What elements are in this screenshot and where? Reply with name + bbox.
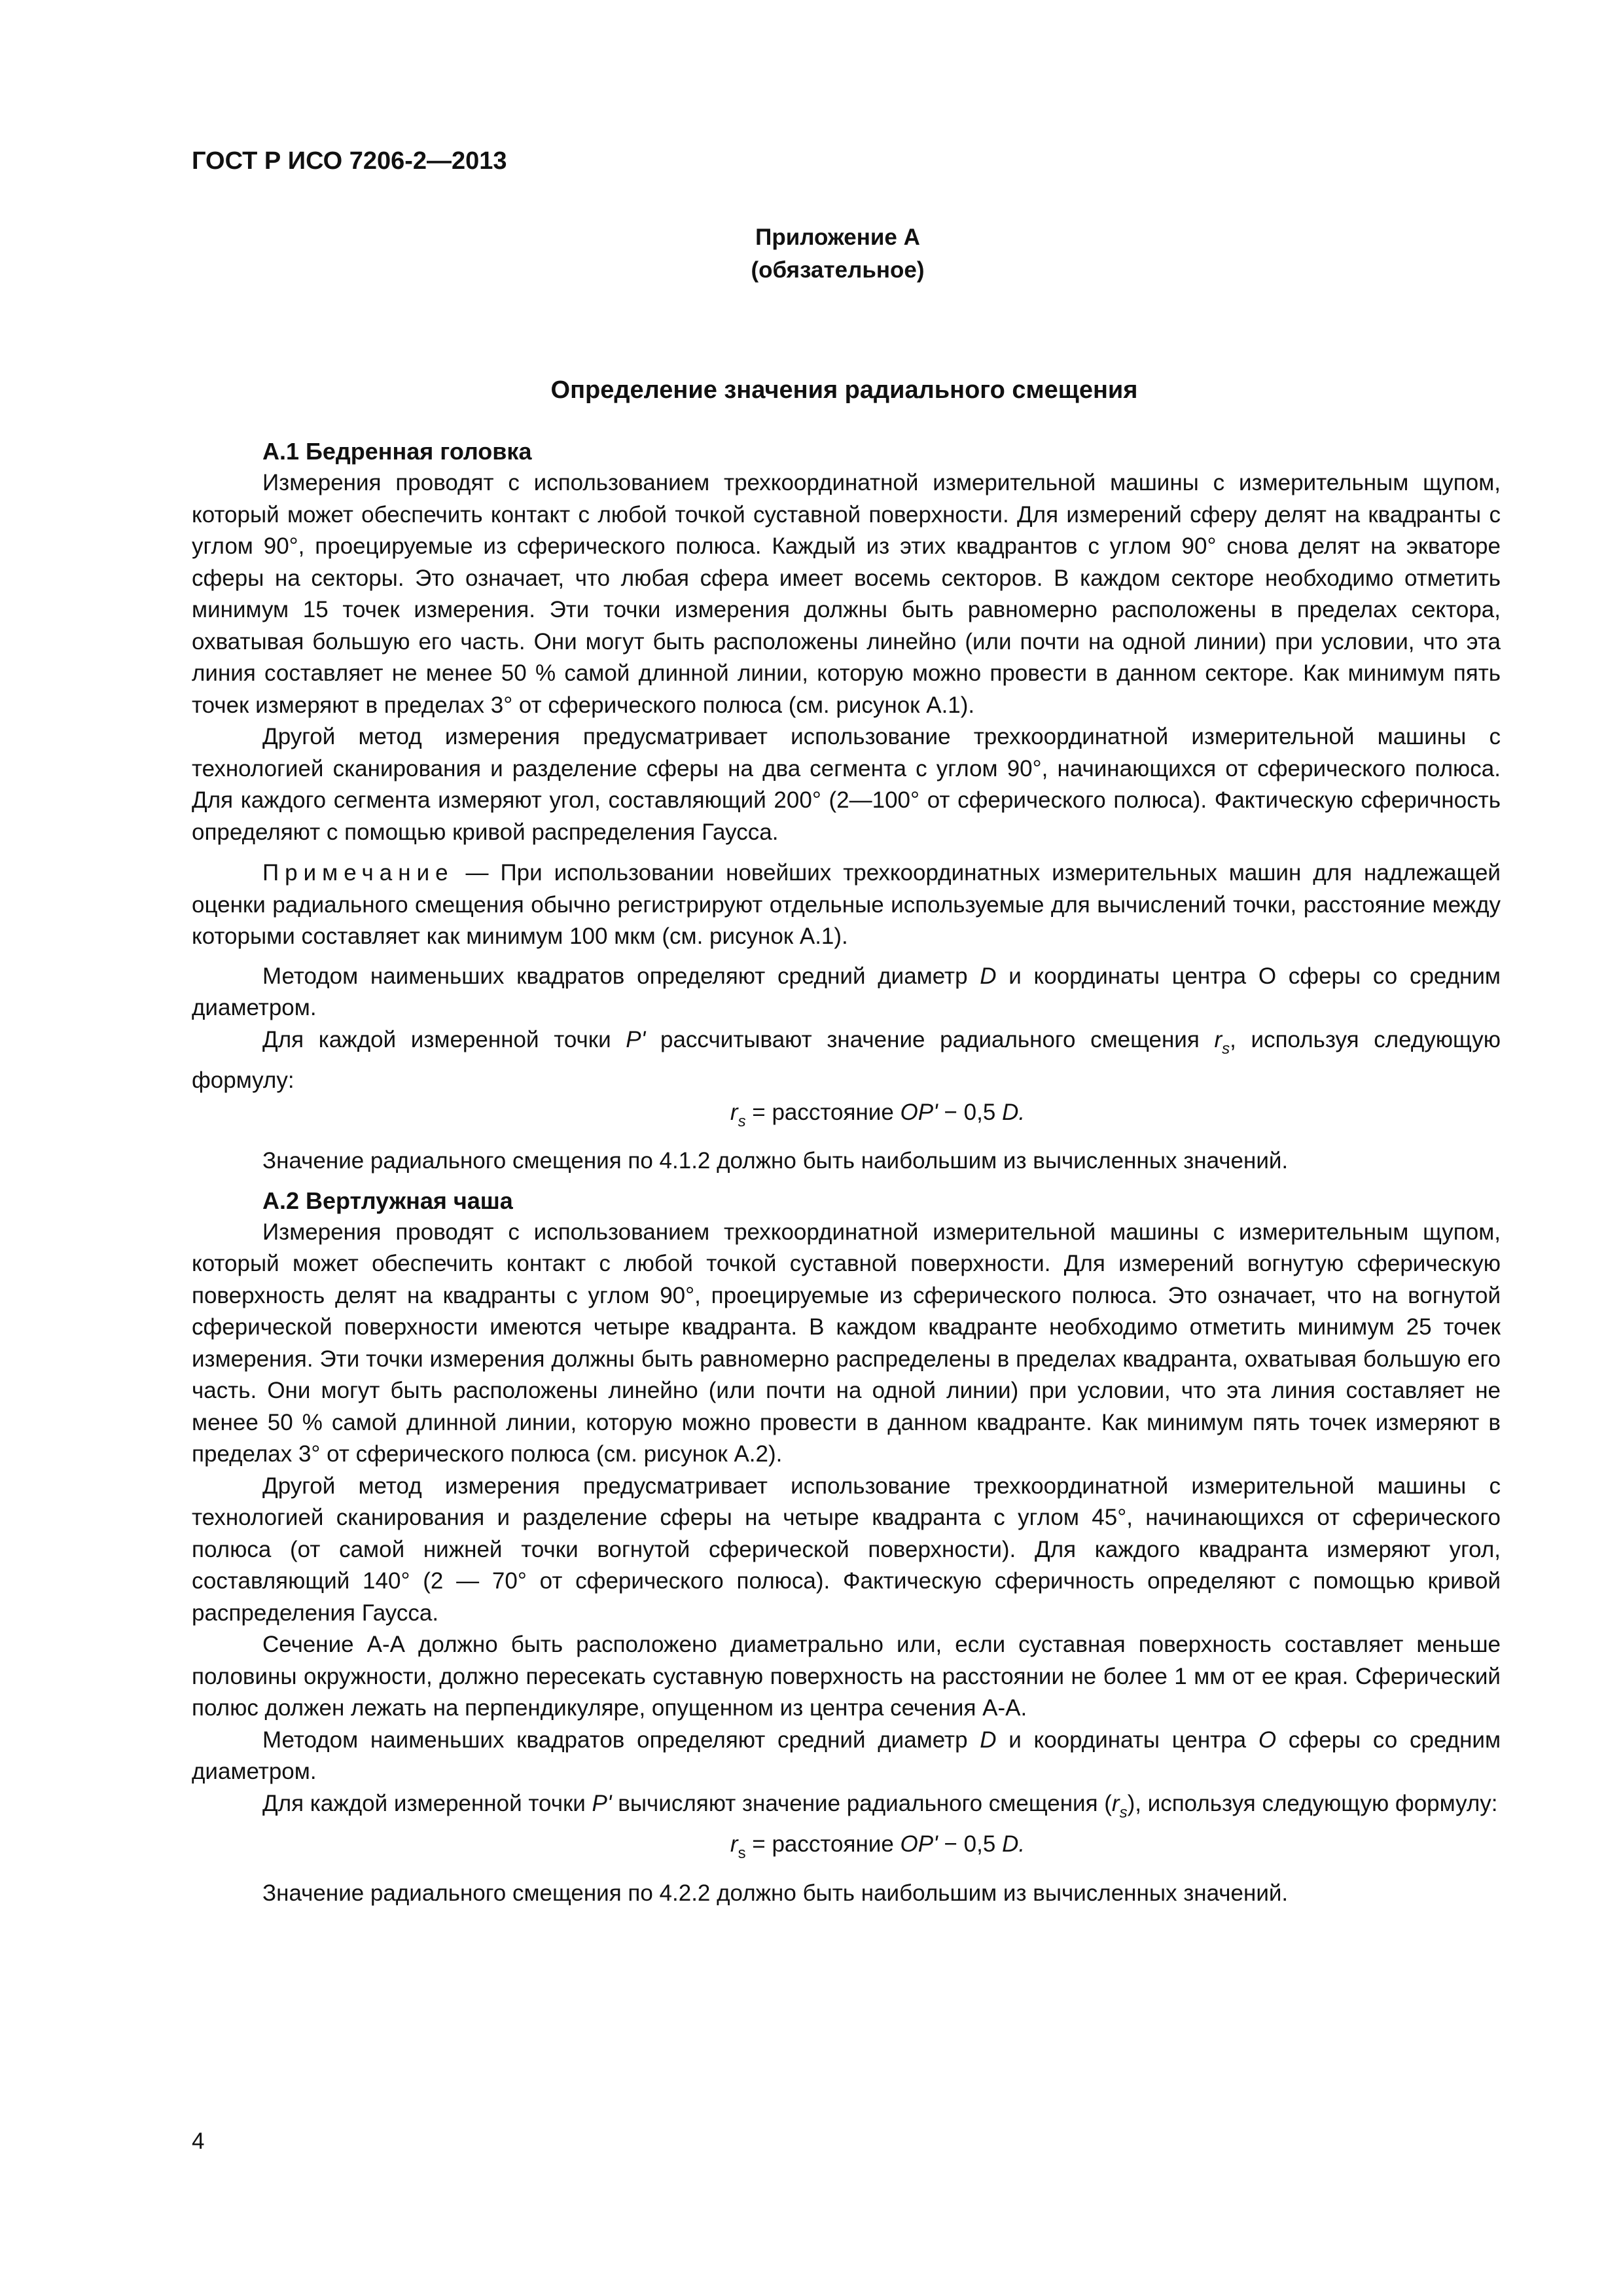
text-run: Методом наименьших квадратов определяют средний диаметр <box>262 963 980 989</box>
text-run: и координаты центра О сферы со средним диаметром. <box>192 963 1501 1020</box>
text-run: рассчитывают значение радиального смещения <box>645 1026 1215 1052</box>
section-a1-paragraph-2: Другой метод измерения предусматривает использование трехкоординатной измерительной машины с технологией сканирования и разделение сферы на два сегмента с углом 90°, начинающихся от сферического полюса. Для каждого сегмента измеряют угол, составляющий 200° (2—100° от сферического полюса). Фактическую сферичность определяют с помощью кривой распределения Гаусса. <box>192 724 1501 845</box>
section-a1-note <box>192 857 1501 953</box>
symbol-r: r <box>1111 1790 1120 1816</box>
formula-r: r <box>730 1099 738 1125</box>
symbol-p-prime: P' <box>592 1790 612 1816</box>
note-label: Примечание <box>262 860 454 886</box>
document-code: ГОСТ Р ИСО 7206-2—2013 <box>192 147 507 175</box>
symbol-r: r <box>1214 1026 1222 1052</box>
section-a2-paragraph-4 <box>192 1725 1501 1788</box>
section-a1-paragraph-1: Измерения проводят с использованием трехкоординатной измерительной машины с измерительным щупом, который может обеспечить контакт с любой точкой суставной поверхности. Для измерений сферу делят на квадранты с углом 90°, проецируемые из сферического полюса. Каждый из этих квадрантов с углом 90° снова делят на экваторе сферы на секторы. Это означает, что любая сфера имеет восемь секторов. В каждом секторе необходимо отметить минимум 15 точек измерения. Эти точки измерения должны быть равномерно расположены в пределах сектора, охватывая большую его часть. Они могут быть расположены линейно (или почти на одной линии) при условии, что эта линия составляет не менее 50 % самой длинной линии, которую можно провести в данном секторе. Как минимум пять точек измеряют в пределах 3° от сферического полюса (см. рисунок А.1). <box>192 470 1501 718</box>
text-run: Методом наименьших квадратов определяют средний диаметр <box>262 1727 980 1753</box>
text-run: ), используя следующую формулу: <box>1127 1790 1498 1816</box>
formula-text: = расстояние <box>745 1831 901 1857</box>
formula-r: r <box>730 1831 738 1857</box>
formula-text: − 0,5 <box>937 1831 1003 1857</box>
symbol-d: D <box>980 963 997 989</box>
formula-text: = расстояние <box>745 1099 901 1125</box>
formula-d: D. <box>1002 1099 1026 1125</box>
section-a2-paragraph-2: Другой метод измерения предусматривает использование трехкоординатной измерительной машины с технологией сканирования и разделение сферы на четыре квадранта с углом 45°, начинающихся от сферического полюса (от самой нижней точки вогнутой сферической поверхности). Для каждого квадранта измеряют угол, составляющий 140° (2 — 70° от сферического полюса). Фактическую сферичность определяют с помощью кривой распределения Гаусса. <box>192 1473 1501 1626</box>
formula-subscript-s: s <box>738 1844 746 1862</box>
symbol-o: O <box>1258 1727 1277 1753</box>
appendix-status: (обязательное) <box>751 257 925 283</box>
text-run: и координаты центра <box>996 1727 1258 1753</box>
text-run: , используя следующую формулу: <box>192 1026 1501 1093</box>
appendix-label: Приложение А <box>755 224 920 250</box>
section-a2-paragraph-5 <box>192 1788 1501 1829</box>
section-a1-formula <box>192 1097 1501 1138</box>
text-run: Для каждой измеренной точки <box>262 1790 592 1816</box>
subscript-s: s <box>1119 1803 1128 1821</box>
formula-text: − 0,5 <box>937 1099 1003 1125</box>
page-number: 4 <box>192 2128 205 2154</box>
section-a1-paragraph-4 <box>192 1024 1501 1097</box>
section-a2-formula <box>192 1829 1501 1870</box>
section-a1-paragraph-5: Значение радиального смещения по 4.1.2 должно быть наибольшим из вычисленных значений. <box>262 1148 1289 1174</box>
note-text: — При использовании новейших трехкоординатных измерительных машин для надлежащей оценки радиального смещения обычно регистрируют отдельные используемые для вычислений точки, расстояние между которыми составляет как минимум 100 мкм (см. рисунок А.1). <box>192 860 1501 949</box>
symbol-p-prime: P' <box>626 1026 646 1052</box>
symbol-d: D <box>980 1727 997 1753</box>
section-a2-paragraph-3: Сечение А-А должно быть расположено диаметрально или, если суставная поверхность составляет меньше половины окружности, должно пересекать суставную поверхность на расстоянии не более 1 мм от ее края. Сферический полюс должен лежать на перпендикуляре, опущенном из центра сечения А-А. <box>192 1632 1501 1721</box>
formula-d: D. <box>1002 1831 1026 1857</box>
text-run: сферы со средним диаметром. <box>192 1727 1501 1784</box>
formula-op: OP' <box>900 1099 938 1125</box>
formula-op: OP' <box>900 1831 938 1857</box>
annex-title: Определение значения радиального смещения <box>550 376 1138 404</box>
section-a2-heading: А.2 Вертлужная чаша <box>262 1187 513 1214</box>
subscript-s: s <box>1222 1039 1230 1058</box>
section-a2-paragraph-1: Измерения проводят с использованием трехкоординатной измерительной машины с измерительным щупом, который может обеспечить контакт с любой точкой суставной поверхности. Для измерений вогнутую сферическую поверхность делят на квадранты с углом 90°, проецируемые из сферического полюса. Это означает, что на вогнутой сферической поверхности имеются четыре квадранта. В каждом квадранте необходимо отметить минимум 25 точек измерения. Эти точки измерения должны быть равномерно распределены в пределах квадранта, охватывая большую его часть. Они могут быть расположены линейно (или почти на одной линии) при условии, что эта линия составляет не менее 50 % самой длинной линии, которую можно провести в данном квадранте. Как минимум пять точек измеряют в пределах 3° от сферического полюса (см. рисунок А.2). <box>192 1219 1501 1467</box>
section-a2-paragraph-6: Значение радиального смещения по 4.2.2 должно быть наибольшим из вычисленных значений. <box>262 1880 1289 1906</box>
text-run: Для каждой измеренной точки <box>262 1026 626 1052</box>
section-a1-paragraph-3 <box>192 961 1501 1024</box>
section-a1-heading: А.1 Бедренная головка <box>262 438 532 465</box>
formula-subscript-s: s <box>738 1112 746 1130</box>
text-run: вычисляют значение радиального смещения ( <box>611 1790 1112 1816</box>
appendix-heading <box>0 221 1623 287</box>
document-body <box>192 436 1501 1909</box>
